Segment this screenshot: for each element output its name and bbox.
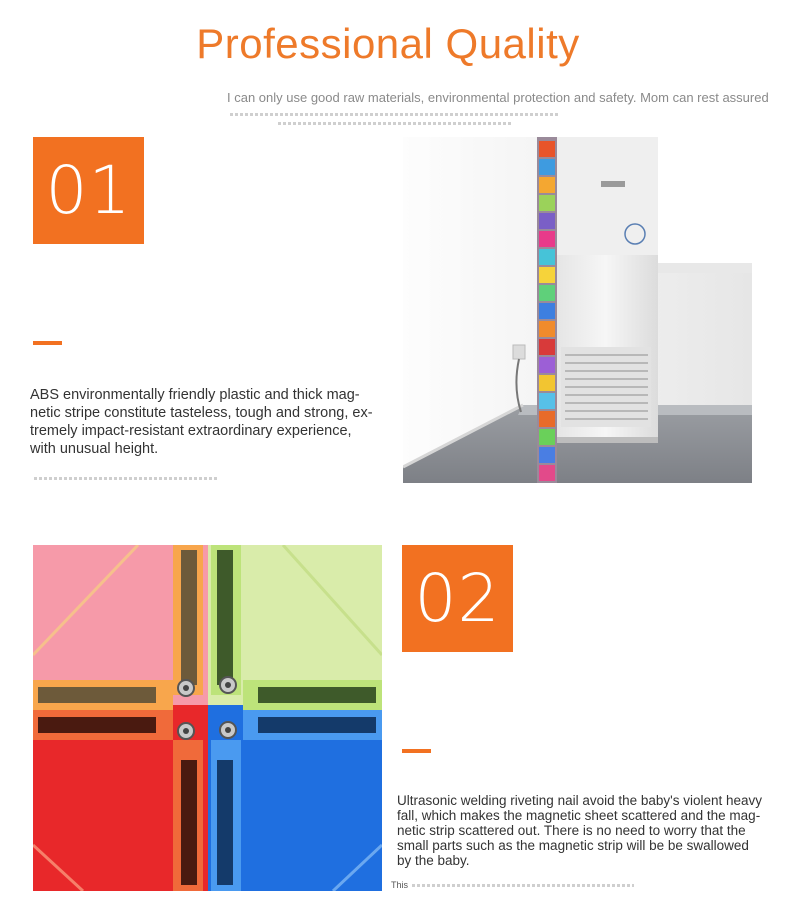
small-note: This xyxy=(391,880,409,890)
description-line: Ultrasonic welding riveting nail avoid the baby's violent heavy xyxy=(397,793,763,808)
accent-dash xyxy=(33,341,62,345)
number-badge-01: 01 xyxy=(33,137,144,244)
description-line: fall, which makes the magnetic sheet scattered and the mag- xyxy=(397,808,761,823)
accent-dash xyxy=(402,749,431,753)
faint-text-line xyxy=(278,122,513,125)
description-line: with unusual height. xyxy=(30,441,159,457)
tiles-closeup-illustration xyxy=(33,545,382,891)
faint-text-line xyxy=(230,113,560,116)
faint-text-line xyxy=(412,884,634,887)
feature-description-01 xyxy=(30,386,390,458)
number-badge-02: 02 xyxy=(402,545,513,652)
faint-text-line xyxy=(34,477,218,480)
page-subtitle: I can only use good raw materials, environmental protection and safety. Mom can rest assured xyxy=(227,90,769,105)
description-line: netic strip scattered out. There is no need to worry that the xyxy=(397,823,746,838)
description-line: small parts such as the magnetic strip will be be swallowed xyxy=(397,838,749,853)
description-line: by the baby. xyxy=(397,853,470,868)
description-line: netic stripe constitute tasteless, tough and strong, ex- xyxy=(30,405,373,421)
description-line: tremely impact-resistant extraordinary experience, xyxy=(30,423,352,439)
feature-description-02 xyxy=(397,793,789,868)
tower-photo-illustration xyxy=(403,137,752,483)
description-line: ABS environmentally friendly plastic and thick mag- xyxy=(30,387,360,403)
page-title: Professional Quality xyxy=(196,20,580,67)
product-tower-photo xyxy=(403,137,752,483)
magnetic-tiles-photo xyxy=(33,545,382,891)
